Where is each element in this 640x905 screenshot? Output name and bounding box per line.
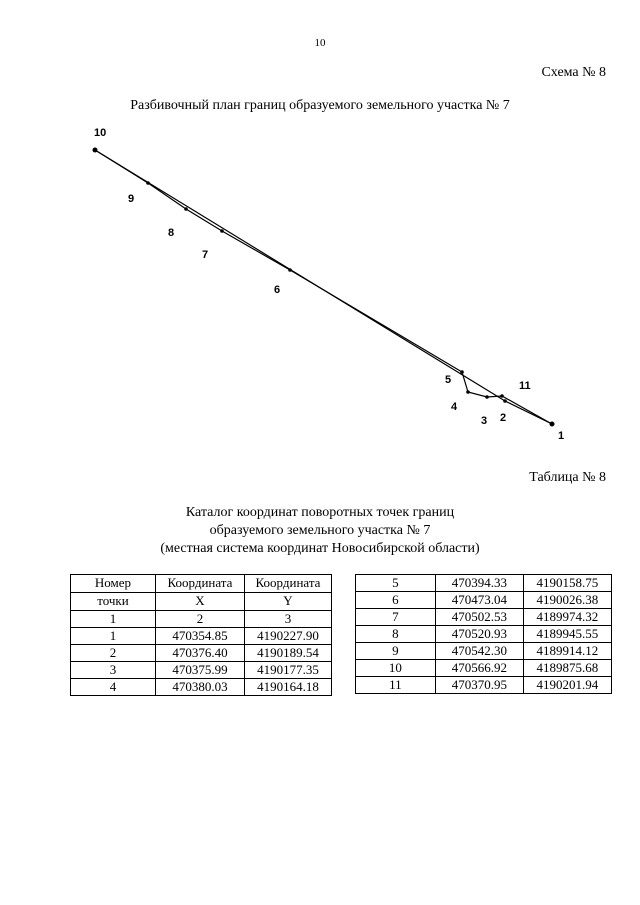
- table-cell: 470370.95: [435, 677, 523, 694]
- coordinates-table-left: [70, 574, 332, 696]
- point-label-5: 5: [445, 374, 452, 386]
- header-cell: Координата: [244, 575, 331, 593]
- table-cell: 470473.04: [435, 592, 523, 609]
- table-cell: 470502.53: [435, 609, 523, 626]
- table-cell: 470354.85: [155, 628, 244, 645]
- table-row: [356, 626, 612, 643]
- table-row: [356, 643, 612, 660]
- table-cell: 7: [356, 609, 436, 626]
- table-cell: 4189945.55: [523, 626, 611, 643]
- point-label-4: 4: [451, 401, 458, 413]
- boundary-line-inner: [95, 150, 552, 424]
- vertex-4: [466, 390, 470, 394]
- table-cell: 9: [356, 643, 436, 660]
- table-cell: 2: [71, 645, 156, 662]
- table-cell: 4190201.94: [523, 677, 611, 694]
- catalog-title-line-2: образуемого земельного участка № 7: [209, 523, 431, 538]
- vertex-7: [220, 229, 224, 233]
- header-cell: Номер: [71, 575, 156, 593]
- table-cell: 4190158.75: [523, 575, 611, 592]
- vertex-markers: [93, 148, 555, 427]
- page-number: 10: [314, 37, 326, 49]
- table-cell: 5: [356, 575, 436, 592]
- table-header-row-2: [71, 593, 332, 611]
- table-cell: 470375.99: [155, 662, 244, 679]
- table-cell: 470520.93: [435, 626, 523, 643]
- point-label-10: 10: [94, 127, 107, 139]
- point-label-2: 2: [500, 412, 507, 424]
- catalog-title-line-3: (местная система координат Новосибирской области): [160, 541, 480, 556]
- table-cell: 6: [356, 592, 436, 609]
- table-row: [71, 628, 332, 645]
- table-row: [356, 609, 612, 626]
- table-header-row-1: [71, 575, 332, 593]
- table-cell: 470542.30: [435, 643, 523, 660]
- table-row: [356, 575, 612, 592]
- table-label: Таблица № 8: [529, 470, 606, 485]
- vertex-3: [485, 395, 489, 399]
- table-row: [356, 660, 612, 677]
- vertex-2: [500, 394, 504, 398]
- point-label-9: 9: [128, 193, 135, 205]
- table-cell: 10: [356, 660, 436, 677]
- vertex-9: [146, 181, 150, 185]
- boundary-line-outer: [95, 150, 552, 424]
- table-cell: 4189914.12: [523, 643, 611, 660]
- table-cell: 4: [71, 679, 156, 696]
- table-cell: 3: [71, 662, 156, 679]
- point-label-8: 8: [168, 227, 175, 239]
- table-row: [71, 662, 332, 679]
- table-cell: 1: [71, 628, 156, 645]
- table-cell: 470394.33: [435, 575, 523, 592]
- point-label-6: 6: [274, 284, 281, 296]
- table-cell: 470380.03: [155, 679, 244, 696]
- header-cell: Координата: [155, 575, 244, 593]
- point-label-3: 3: [481, 415, 488, 427]
- table-cell: 8: [356, 626, 436, 643]
- table-cell: 4190164.18: [244, 679, 331, 696]
- scheme-label: Схема № 8: [541, 65, 606, 80]
- table-cell: 4190026.38: [523, 592, 611, 609]
- vertex-1: [550, 422, 555, 427]
- table-numbering-row: [71, 611, 332, 628]
- table-row: [356, 592, 612, 609]
- vertex-8: [184, 207, 188, 211]
- table-cell: 3: [244, 611, 331, 628]
- table-row: [71, 679, 332, 696]
- table-cell: 4190177.35: [244, 662, 331, 679]
- catalog-title-line-1: Каталог координат поворотных точек границ: [185, 505, 455, 520]
- table-cell: 470566.92: [435, 660, 523, 677]
- table-cell: 4190189.54: [244, 645, 331, 662]
- header-cell: точки: [71, 593, 156, 611]
- table-cell: 2: [155, 611, 244, 628]
- table-cell: 4190227.90: [244, 628, 331, 645]
- table-cell: 11: [356, 677, 436, 694]
- vertex-10: [93, 148, 98, 153]
- header-cell: Y: [244, 593, 331, 611]
- catalog-title: [0, 504, 640, 558]
- point-label-11: 11: [519, 380, 531, 392]
- table-cell: 470376.40: [155, 645, 244, 662]
- point-label-7: 7: [202, 249, 209, 261]
- table-cell: 4189875.68: [523, 660, 611, 677]
- table-cell: 4189974.32: [523, 609, 611, 626]
- vertex-6: [288, 268, 292, 272]
- table-row: [71, 645, 332, 662]
- vertex-11: [503, 399, 507, 403]
- header-cell: X: [155, 593, 244, 611]
- point-label-1: 1: [558, 430, 565, 442]
- coordinates-table-right: [355, 574, 612, 694]
- vertex-5: [460, 370, 464, 374]
- plan-title: Разбивочный план границ образуемого земельного участка № 7: [130, 98, 510, 113]
- table-cell: 1: [71, 611, 156, 628]
- table-row: [356, 677, 612, 694]
